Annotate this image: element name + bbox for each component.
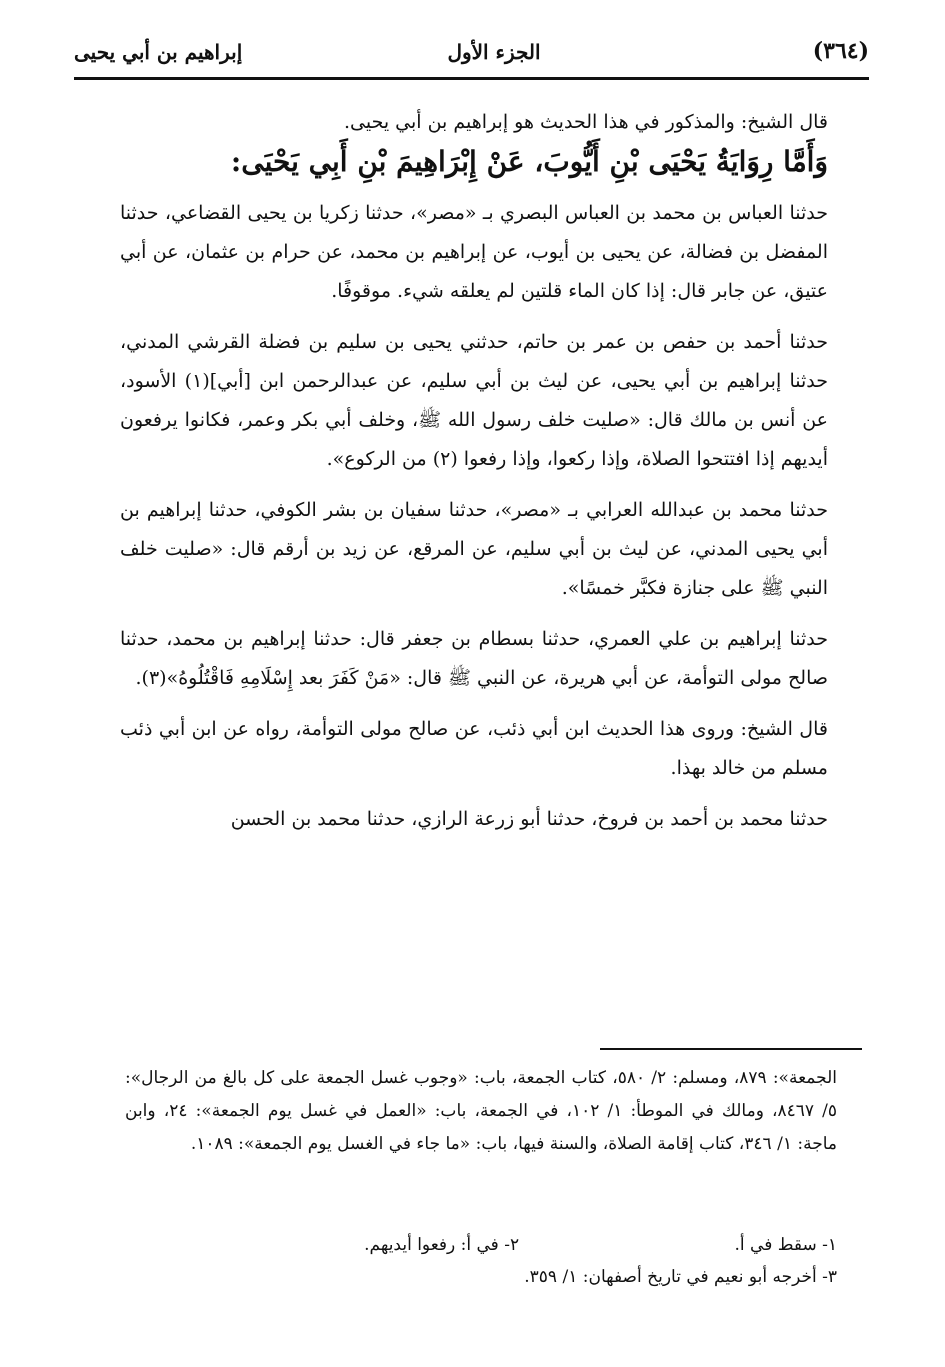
footnote-row [125,1262,837,1292]
paragraph: قال الشيخ: والمذكور في هذا الحديث هو إبراهيم بن أبي يحيى. [343,111,828,133]
page-number: (٣٦٤) [812,38,869,64]
footnote-1: ١- سقط في أ. [734,1235,837,1255]
footnote-continuation [125,1062,837,1161]
paragraph: حدثنا إبراهيم بن علي العمري، حدثنا بسطام بن جعفر قال: حدثنا إبراهيم بن محمد، حدثنا صالح مولى التوأمة، عن أبي هريرة، عن النبي ﷺ قال: «مَنْ كَفَرَ بعد إِسْلَامِهِ فَاقْتُلُوهُ»(٣). [120,628,828,689]
paragraph: حدثنا محمد بن أحمد بن فروخ، حدثنا أبو زرعة الرازي، حدثنا محمد بن الحسن [230,808,828,830]
paragraph: حدثنا أحمد بن حفص بن عمر بن حاتم، حدثني يحيى بن سليم بن فضلة القرشي المدني، حدثنا إبراهيم بن أبي يحيى، عن ليث بن أبي سليم، عن عبدالرحمن ابن [أبي](١) الأسود، عن أنس بن مالك قال: «صليت خلف رسول الله ﷺ، وخلف أبي بكر وعمر، فكانوا يرفعون أيديهم إذا افتتحوا الصلاة، وإذا ركعوا، وإذا رفعوا (٢) من الركوع». [120,331,829,470]
footnote-row [125,1230,837,1260]
footnote-2: ٢- في أ: رفعوا أيديهم. [364,1235,520,1255]
header-rule [74,77,869,80]
footnote-separator [600,1048,862,1050]
paragraph: حدثنا العباس بن محمد بن العباس البصري بـ «مصر»، حدثنا زكريا بن يحيى القضاعي، حدثنا المفضل بن فضالة، عن يحيى بن أيوب، عن إبراهيم بن محمد، عن حرام بن عثمان، عن أبي عتيق، عن جابر قال: إذا كان الماء قلتين لم يعلقه شيء. موقوفًا. [120,202,828,302]
paragraph: قال الشيخ: وروى هذا الحديث ابن أبي ذئب، عن صالح مولى التوأمة، رواه عن ابن أبي ذئب مسلم من خالد بهذا. [120,718,828,779]
footnote-3: ٣- أخرجه أبو نعيم في تاريخ أصفهان: ١/ ٣٥٩. [524,1267,837,1287]
running-header [74,36,869,76]
footnote-text: الجمعة»: ٨٧٩، ومسلم: ٢/ ٥٨٠، كتاب الجمعة، باب: «وجوب غسل الجمعة على كل بالغ من الرجال»: ٥/ ٨٤٦٧، ومالك في الموطأ: ١/ ١٠٢، في الجمعة، باب: «العمل في غسل يوم الجمعة»: ٢٤، وابن ماجة: ١/ ٣٤٦، كتاب إقامة الصلاة، والسنة فيها، باب: «ما جاء في الغسل يوم الجمعة»: ١٠٨٩. [125,1068,838,1154]
volume-title: الجزء الأول [447,40,541,64]
chapter-title: إبراهيم بن أبي يحيى [74,40,243,64]
section-heading: وَأَمَّا رِوَايَةُ يَحْيَى بْنِ أَيُّوبَ، عَنْ إِبْرَاهِيمَ بْنِ أَبِي يَحْيَى: [230,145,828,178]
paragraph: حدثنا محمد بن عبدالله العرابي بـ «مصر»، حدثنا سفيان بن بشر الكوفي، حدثنا إبراهيم بن أبي يحيى المدني، عن ليث بن أبي سليم، عن المرقع، عن زيد بن أرقم قال: «صليت خلف النبي ﷺ على جنازة فكبَّر خمسًا». [120,499,828,599]
main-text [120,103,828,851]
